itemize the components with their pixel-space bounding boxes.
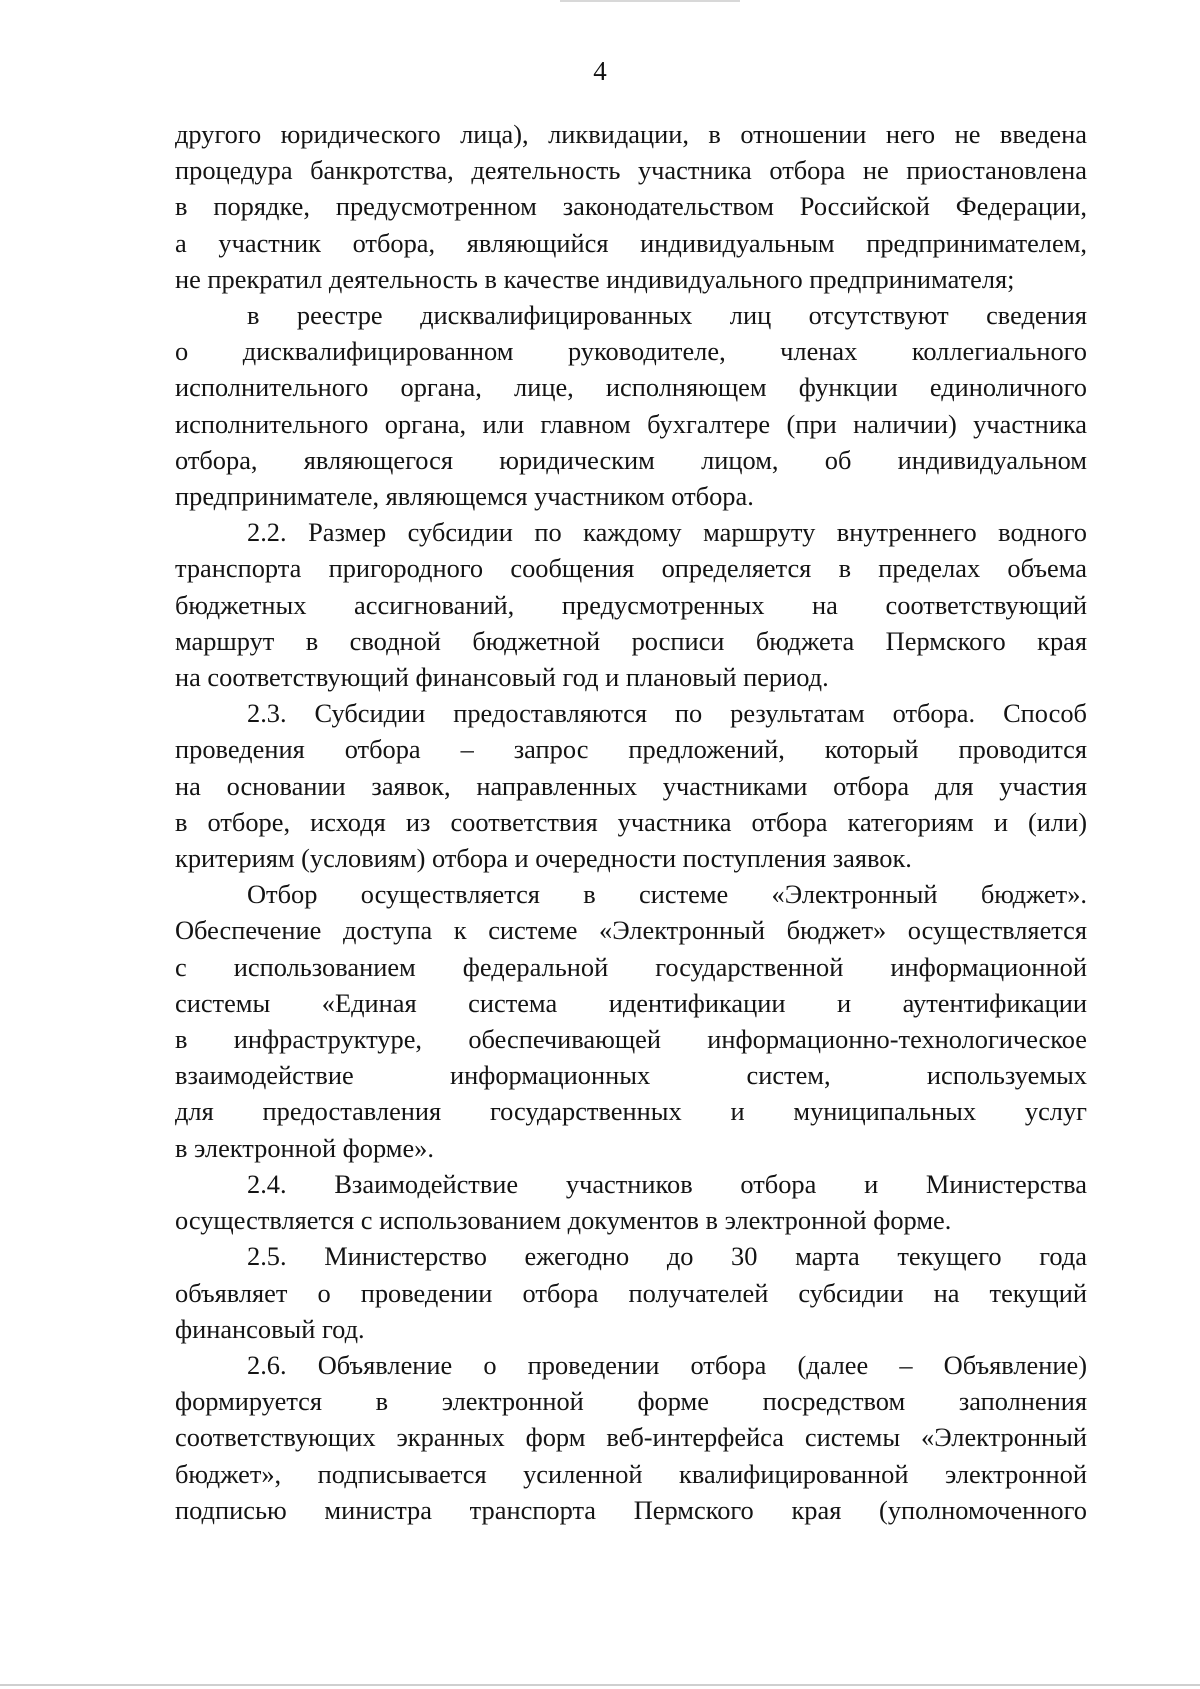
section-2-2-first-line: 2.2. Размер субсидии по каждому маршруту внутреннего водного	[247, 517, 1087, 548]
text-line: соответствующих экранных форм веб-интерфейса системы «Электронный	[175, 1422, 1087, 1453]
text-line: отбора, являющегося юридическим лицом, об индивидуальном	[175, 444, 1087, 475]
section-2-6-first-line: 2.6. Объявление о проведении отбора (далее – Объявление)	[247, 1349, 1087, 1380]
document-body	[175, 116, 1087, 1528]
page-number: 4	[593, 56, 607, 86]
text-line: Обеспечение доступа к системе «Электронный бюджет» осуществляется	[175, 915, 1087, 946]
text-line: на соответствующий финансовый год и плановый период.	[175, 662, 829, 693]
text-line: не прекратил деятельность в качестве индивидуального предпринимателя;	[175, 263, 1015, 294]
text-line: взаимодействие информационных систем, используемых	[175, 1060, 1087, 1091]
text-line: в реестре дисквалифицированных лиц отсутствуют сведения	[247, 300, 1087, 331]
text-line: маршрут в сводной бюджетной росписи бюджета Пермского края	[175, 625, 1087, 656]
text-line: бюджет», подписывается усиленной квалифицированной электронной	[175, 1458, 1087, 1489]
text-line: формируется в электронной форме посредством заполнения	[175, 1386, 1087, 1417]
text-line: о дисквалифицированном руководителе, членах коллегиального	[175, 336, 1087, 367]
text-line: для предоставления государственных и муниципальных услуг	[175, 1096, 1087, 1127]
section-2-3-first-line: 2.3. Субсидии предоставляются по результатам отбора. Способ	[247, 698, 1087, 729]
text-line: другого юридического лица), ликвидации, в отношении него не введена	[175, 119, 1087, 149]
text-line: в инфраструктуре, обеспечивающей информационно-технологическое	[175, 1024, 1087, 1055]
text-line: системы «Единая система идентификации и аутентификации	[175, 987, 1087, 1018]
scan-edge-top	[560, 0, 740, 2]
text-line: исполнительного органа, или главном бухгалтере (при наличии) участника	[175, 408, 1087, 439]
section-2-4-first-line: 2.4. Взаимодействие участников отбора и Министерства	[247, 1168, 1087, 1199]
text-line: в порядке, предусмотренном законодательством Российской Федерации,	[175, 191, 1087, 222]
text-line: критериям (условиям) отбора и очередности поступления заявок.	[175, 843, 912, 874]
text-line: в отборе, исходя из соответствия участника отбора категориям и (или)	[175, 806, 1087, 837]
text-line: с использованием федеральной государственной информационной	[175, 951, 1087, 982]
text-line: в электронной форме».	[175, 1132, 434, 1163]
text-line: объявляет о проведении отбора получателей субсидии на текущий	[175, 1277, 1087, 1308]
section-2-5-first-line: 2.5. Министерство ежегодно до 30 марта текущего года	[247, 1241, 1087, 1272]
text-line: предпринимателе, являющемся участником отбора.	[175, 481, 754, 512]
text-line: процедура банкротства, деятельность участника отбора не приостановлена	[175, 155, 1087, 186]
text-line: Отбор осуществляется в системе «Электронный бюджет».	[247, 879, 1087, 910]
text-line: исполнительного органа, лице, исполняющем функции единоличного	[175, 372, 1087, 403]
scan-edge-bottom	[0, 1684, 1200, 1686]
text-line: бюджетных ассигнований, предусмотренных на соответствующий	[175, 589, 1087, 620]
text-line: осуществляется с использованием документов в электронной форме.	[175, 1205, 952, 1236]
text-line: транспорта пригородного сообщения определяется в пределах объема	[175, 553, 1087, 584]
text-line: подписью министра транспорта Пермского края (уполномоченного	[175, 1494, 1087, 1525]
text-line: проведения отбора – запрос предложений, который проводится	[175, 734, 1087, 765]
text-line: финансовый год.	[175, 1313, 365, 1344]
text-line: а участник отбора, являющийся индивидуальным предпринимателем,	[175, 227, 1087, 258]
text-line: на основании заявок, направленных участниками отбора для участия	[175, 770, 1087, 801]
